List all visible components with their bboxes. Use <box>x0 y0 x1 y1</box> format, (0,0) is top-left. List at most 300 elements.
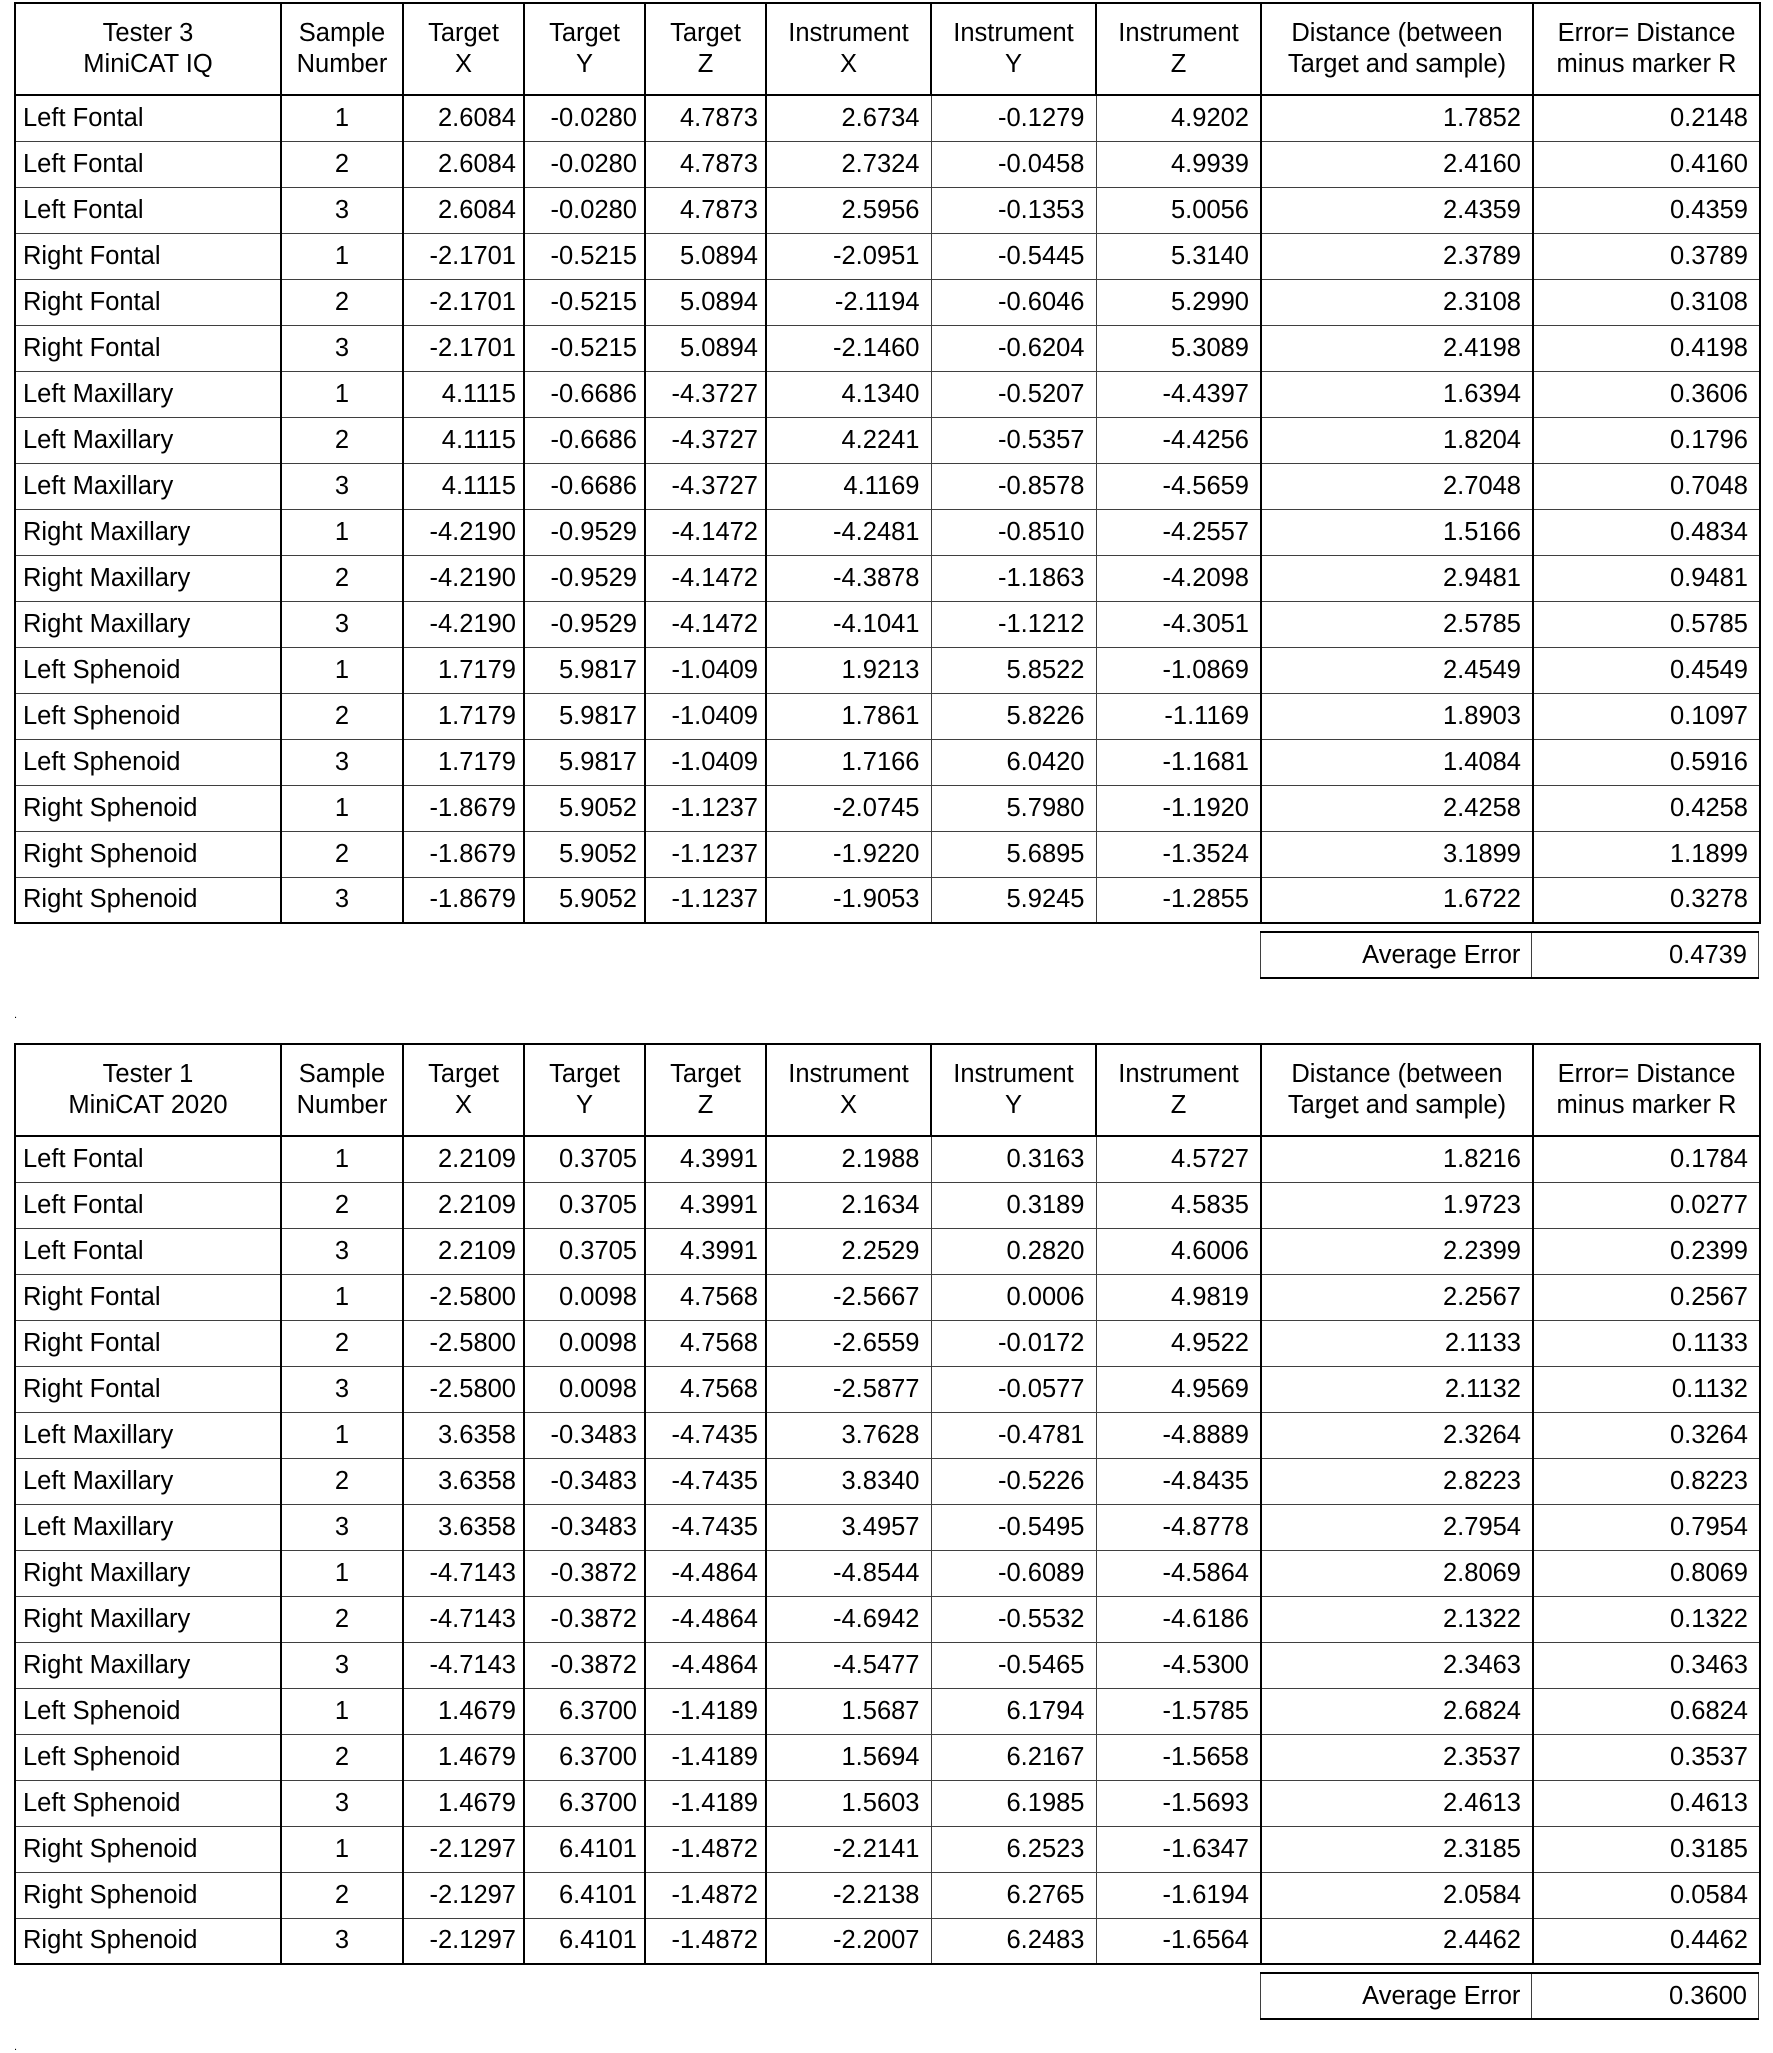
cell-err: 0.3278 <box>1533 877 1760 923</box>
cell-ix: -4.8544 <box>766 1550 931 1596</box>
cell-iz: 4.9939 <box>1096 141 1261 187</box>
cell-iz: -1.5785 <box>1096 1688 1261 1734</box>
cell-ix: -4.1041 <box>766 601 931 647</box>
cell-ix: 1.5603 <box>766 1780 931 1826</box>
average-error-row <box>1261 1973 1759 2019</box>
cell-iz: -4.8889 <box>1096 1412 1261 1458</box>
cell-ty: -0.0280 <box>524 187 645 233</box>
cell-ty: -0.5215 <box>524 279 645 325</box>
landmark-label-cell: Right Fontal <box>15 325 281 371</box>
cell-ty: 5.9817 <box>524 693 645 739</box>
cell-dist: 2.4198 <box>1261 325 1533 371</box>
cell-dist: 2.3108 <box>1261 279 1533 325</box>
average-error-table <box>1260 931 1759 979</box>
cell-ty: 6.4101 <box>524 1872 645 1918</box>
cell-sample: 1 <box>281 1688 403 1734</box>
cell-tz: 5.0894 <box>645 325 766 371</box>
cell-err: 0.4198 <box>1533 325 1760 371</box>
cell-dist: 2.4549 <box>1261 647 1533 693</box>
cell-sample: 2 <box>281 1596 403 1642</box>
cell-err: 0.4258 <box>1533 785 1760 831</box>
table-row <box>15 325 1760 371</box>
cell-sample: 1 <box>281 1274 403 1320</box>
cell-iz: 4.9819 <box>1096 1274 1261 1320</box>
cell-tx: 4.1115 <box>403 371 524 417</box>
cell-tx: -4.7143 <box>403 1550 524 1596</box>
cell-sample: 3 <box>281 1780 403 1826</box>
cell-tx: -1.8679 <box>403 831 524 877</box>
corner-header-line-1: Tester 3 <box>102 18 194 47</box>
cell-tx: 4.1115 <box>403 417 524 463</box>
column-header-line-1: Error= Distance <box>1557 1059 1736 1088</box>
column-header-line-2: Z <box>1170 1091 1187 1119</box>
cell-err: 0.8223 <box>1533 1458 1760 1504</box>
column-header-line-2: Z <box>1170 50 1187 78</box>
cell-ix: 1.7166 <box>766 739 931 785</box>
cell-iz: 4.5727 <box>1096 1136 1261 1182</box>
cell-ix: 2.7324 <box>766 141 931 187</box>
cell-ty: -0.5215 <box>524 325 645 371</box>
cell-tx: 4.1115 <box>403 463 524 509</box>
column-header-err <box>1533 3 1760 95</box>
column-header-line-2: Y <box>575 50 593 78</box>
landmark-label-cell: Left Maxillary <box>15 1504 281 1550</box>
average-error-value: 0.3600 <box>1532 1973 1759 2019</box>
cell-sample: 1 <box>281 1826 403 1872</box>
cell-sample: 1 <box>281 95 403 141</box>
cell-ty: 6.4101 <box>524 1826 645 1872</box>
landmark-label-cell: Left Fontal <box>15 95 281 141</box>
cell-err: 0.2148 <box>1533 95 1760 141</box>
cell-ty: 5.9817 <box>524 647 645 693</box>
cell-ix: -2.2007 <box>766 1918 931 1964</box>
cell-iy: -0.1279 <box>931 95 1096 141</box>
landmark-label-cell: Right Fontal <box>15 1320 281 1366</box>
table-row <box>15 1918 1760 1964</box>
landmark-label-cell: Right Sphenoid <box>15 1872 281 1918</box>
cell-tz: 4.3991 <box>645 1136 766 1182</box>
cell-sample: 1 <box>281 371 403 417</box>
landmark-label-cell: Left Maxillary <box>15 371 281 417</box>
cell-ty: -0.3483 <box>524 1412 645 1458</box>
cell-ix: -2.1194 <box>766 279 931 325</box>
column-header-line-2: Number <box>296 50 388 78</box>
cell-ty: 6.3700 <box>524 1688 645 1734</box>
cell-iz: -1.6347 <box>1096 1826 1261 1872</box>
cell-ty: 0.0098 <box>524 1366 645 1412</box>
cell-sample: 1 <box>281 1550 403 1596</box>
cell-ty: 6.4101 <box>524 1918 645 1964</box>
cell-iy: -0.5532 <box>931 1596 1096 1642</box>
cell-iy: 5.6895 <box>931 831 1096 877</box>
table-row <box>15 1228 1760 1274</box>
column-header-line-1: Instrument <box>1118 1059 1239 1088</box>
cell-dist: 1.6394 <box>1261 371 1533 417</box>
landmark-label-cell: Right Sphenoid <box>15 1826 281 1872</box>
cell-tz: -1.0409 <box>645 693 766 739</box>
cell-tz: 4.3991 <box>645 1182 766 1228</box>
cell-dist: 2.2567 <box>1261 1274 1533 1320</box>
cell-iy: -0.5207 <box>931 371 1096 417</box>
column-header-line-1: Sample <box>298 18 386 47</box>
cell-err: 0.3185 <box>1533 1826 1760 1872</box>
cell-ty: 0.0098 <box>524 1274 645 1320</box>
landmark-label-cell: Right Fontal <box>15 1366 281 1412</box>
cell-err: 0.1322 <box>1533 1596 1760 1642</box>
cell-tx: 2.6084 <box>403 141 524 187</box>
cell-tz: 4.7568 <box>645 1274 766 1320</box>
landmark-label-cell: Right Fontal <box>15 233 281 279</box>
table-corner-header <box>15 1044 281 1136</box>
cell-tx: 3.6358 <box>403 1458 524 1504</box>
column-header-line-2: Z <box>697 1091 714 1119</box>
column-header-line-2: Number <box>296 1091 388 1119</box>
cell-iy: -0.4781 <box>931 1412 1096 1458</box>
table-row <box>15 785 1760 831</box>
cell-tx: -4.7143 <box>403 1596 524 1642</box>
measurement-table <box>14 1043 1761 1965</box>
cell-iy: -0.6089 <box>931 1550 1096 1596</box>
cell-tz: -1.1237 <box>645 785 766 831</box>
table-row <box>15 1458 1760 1504</box>
cell-err: 0.1132 <box>1533 1366 1760 1412</box>
cell-tx: 2.6084 <box>403 187 524 233</box>
cell-tz: 4.7873 <box>645 141 766 187</box>
cell-err: 1.1899 <box>1533 831 1760 877</box>
landmark-label-cell: Right Sphenoid <box>15 831 281 877</box>
cell-iz: 4.6006 <box>1096 1228 1261 1274</box>
stray-dot-mark: . <box>14 2041 18 2053</box>
cell-ty: -0.0280 <box>524 141 645 187</box>
cell-ix: -2.5667 <box>766 1274 931 1320</box>
table-row <box>15 1366 1760 1412</box>
cell-err: 0.3264 <box>1533 1412 1760 1458</box>
cell-err: 0.4834 <box>1533 509 1760 555</box>
column-header-line-1: Sample <box>298 1059 386 1088</box>
cell-iy: 6.2483 <box>931 1918 1096 1964</box>
cell-iy: -0.6046 <box>931 279 1096 325</box>
table-header-row <box>15 3 1760 95</box>
cell-err: 0.3789 <box>1533 233 1760 279</box>
cell-ix: 1.5687 <box>766 1688 931 1734</box>
cell-ix: -2.0745 <box>766 785 931 831</box>
cell-tx: 2.2109 <box>403 1228 524 1274</box>
table-row <box>15 279 1760 325</box>
cell-ix: -1.9053 <box>766 877 931 923</box>
cell-iy: 5.8522 <box>931 647 1096 693</box>
cell-ty: -0.6686 <box>524 371 645 417</box>
cell-sample: 1 <box>281 509 403 555</box>
column-header-iz <box>1096 1044 1261 1136</box>
cell-dist: 2.3789 <box>1261 233 1533 279</box>
cell-iy: 0.0006 <box>931 1274 1096 1320</box>
cell-err: 0.2567 <box>1533 1274 1760 1320</box>
cell-dist: 2.3264 <box>1261 1412 1533 1458</box>
column-header-line-1: Instrument <box>788 18 909 47</box>
table-row <box>15 371 1760 417</box>
table-row <box>15 1826 1760 1872</box>
cell-tz: 4.3991 <box>645 1228 766 1274</box>
cell-ix: 3.4957 <box>766 1504 931 1550</box>
cell-tx: 2.2109 <box>403 1182 524 1228</box>
cell-ix: -2.6559 <box>766 1320 931 1366</box>
cell-iy: -0.0172 <box>931 1320 1096 1366</box>
cell-iy: -0.8578 <box>931 463 1096 509</box>
cell-ix: 1.5694 <box>766 1734 931 1780</box>
column-header-tz <box>645 3 766 95</box>
cell-ty: -0.9529 <box>524 509 645 555</box>
landmark-label-cell: Left Fontal <box>15 1228 281 1274</box>
cell-sample: 2 <box>281 1182 403 1228</box>
cell-iz: -1.6194 <box>1096 1872 1261 1918</box>
cell-iy: 0.2820 <box>931 1228 1096 1274</box>
landmark-label-cell: Left Fontal <box>15 187 281 233</box>
cell-tx: 1.4679 <box>403 1780 524 1826</box>
cell-iy: 6.1794 <box>931 1688 1096 1734</box>
cell-ix: 2.2529 <box>766 1228 931 1274</box>
cell-sample: 2 <box>281 693 403 739</box>
cell-sample: 2 <box>281 1872 403 1918</box>
cell-sample: 2 <box>281 417 403 463</box>
cell-sample: 3 <box>281 1366 403 1412</box>
column-header-line-2: Y <box>1004 1091 1022 1119</box>
cell-iz: 5.3140 <box>1096 233 1261 279</box>
cell-iy: -0.0577 <box>931 1366 1096 1412</box>
cell-iz: 4.9202 <box>1096 95 1261 141</box>
cell-err: 0.0277 <box>1533 1182 1760 1228</box>
cell-sample: 2 <box>281 831 403 877</box>
cell-tz: -1.4189 <box>645 1780 766 1826</box>
column-header-line-1: Target <box>549 1059 620 1088</box>
cell-err: 0.4160 <box>1533 141 1760 187</box>
column-header-sample <box>281 1044 403 1136</box>
cell-iy: 6.2523 <box>931 1826 1096 1872</box>
cell-iz: -1.1920 <box>1096 785 1261 831</box>
landmark-label-cell: Left Maxillary <box>15 463 281 509</box>
average-error-label: Average Error <box>1261 1973 1532 2019</box>
column-header-ty <box>524 3 645 95</box>
cell-tx: -2.5800 <box>403 1274 524 1320</box>
cell-tx: -4.2190 <box>403 509 524 555</box>
cell-tz: -4.4864 <box>645 1550 766 1596</box>
cell-tx: -1.8679 <box>403 785 524 831</box>
cell-sample: 3 <box>281 877 403 923</box>
column-header-line-2: Y <box>575 1091 593 1119</box>
cell-iy: -0.1353 <box>931 187 1096 233</box>
cell-iy: -0.5226 <box>931 1458 1096 1504</box>
cell-dist: 2.4258 <box>1261 785 1533 831</box>
cell-sample: 3 <box>281 187 403 233</box>
table-row <box>15 739 1760 785</box>
cell-ix: 1.7861 <box>766 693 931 739</box>
landmark-label-cell: Right Maxillary <box>15 601 281 647</box>
column-header-line-2: Target and sample) <box>1287 50 1507 78</box>
cell-sample: 1 <box>281 1412 403 1458</box>
cell-tx: -1.8679 <box>403 877 524 923</box>
cell-iz: -4.8435 <box>1096 1458 1261 1504</box>
cell-dist: 2.5785 <box>1261 601 1533 647</box>
cell-sample: 2 <box>281 141 403 187</box>
column-header-line-2: Y <box>1004 50 1022 78</box>
cell-ty: 0.3705 <box>524 1182 645 1228</box>
cell-iz: 4.9569 <box>1096 1366 1261 1412</box>
landmark-label-cell: Left Maxillary <box>15 1412 281 1458</box>
cell-iz: -4.2557 <box>1096 509 1261 555</box>
cell-tz: -1.0409 <box>645 739 766 785</box>
cell-ix: 2.1988 <box>766 1136 931 1182</box>
cell-iz: -1.1169 <box>1096 693 1261 739</box>
cell-sample: 2 <box>281 279 403 325</box>
cell-dist: 2.0584 <box>1261 1872 1533 1918</box>
cell-iy: -0.5357 <box>931 417 1096 463</box>
cell-tz: -1.1237 <box>645 831 766 877</box>
cell-err: 0.3537 <box>1533 1734 1760 1780</box>
cell-dist: 2.4462 <box>1261 1918 1533 1964</box>
cell-ty: 0.3705 <box>524 1136 645 1182</box>
cell-ty: -0.9529 <box>524 601 645 647</box>
cell-ty: -0.0280 <box>524 95 645 141</box>
landmark-label-cell: Left Fontal <box>15 1136 281 1182</box>
cell-sample: 2 <box>281 1458 403 1504</box>
landmark-label-cell: Right Maxillary <box>15 555 281 601</box>
cell-ty: -0.6686 <box>524 463 645 509</box>
landmark-label-cell: Right Maxillary <box>15 1596 281 1642</box>
cell-tz: -1.4189 <box>645 1734 766 1780</box>
cell-ty: 0.3705 <box>524 1228 645 1274</box>
cell-err: 0.4549 <box>1533 647 1760 693</box>
column-header-line-2: X <box>454 50 472 78</box>
cell-sample: 3 <box>281 1642 403 1688</box>
cell-err: 0.1097 <box>1533 693 1760 739</box>
column-header-line-1: Distance (between <box>1291 18 1503 47</box>
landmark-label-cell: Left Sphenoid <box>15 1780 281 1826</box>
cell-iz: 4.5835 <box>1096 1182 1261 1228</box>
cell-err: 0.7048 <box>1533 463 1760 509</box>
cell-ty: 0.0098 <box>524 1320 645 1366</box>
cell-ix: -1.9220 <box>766 831 931 877</box>
column-header-line-2: X <box>839 1091 857 1119</box>
cell-ix: 4.1340 <box>766 371 931 417</box>
table-row <box>15 693 1760 739</box>
cell-ix: 3.7628 <box>766 1412 931 1458</box>
results-table-tester-3 <box>14 2 1759 979</box>
landmark-label-cell: Left Sphenoid <box>15 1734 281 1780</box>
table-row <box>15 877 1760 923</box>
table-row <box>15 831 1760 877</box>
cell-dist: 1.9723 <box>1261 1182 1533 1228</box>
column-header-ix <box>766 1044 931 1136</box>
cell-tx: -2.5800 <box>403 1366 524 1412</box>
cell-ty: 5.9052 <box>524 877 645 923</box>
cell-sample: 1 <box>281 1136 403 1182</box>
cell-tz: 4.7568 <box>645 1320 766 1366</box>
table-row <box>15 1688 1760 1734</box>
landmark-label-cell: Right Maxillary <box>15 509 281 555</box>
cell-sample: 1 <box>281 785 403 831</box>
cell-tz: 5.0894 <box>645 279 766 325</box>
corner-header-line-2: MiniCAT IQ <box>83 50 213 78</box>
column-header-line-2: Z <box>697 50 714 78</box>
landmark-label-cell: Left Maxillary <box>15 1458 281 1504</box>
table-row <box>15 417 1760 463</box>
cell-iy: -0.6204 <box>931 325 1096 371</box>
cell-tz: -4.1472 <box>645 509 766 555</box>
column-header-iy <box>931 3 1096 95</box>
table-row <box>15 233 1760 279</box>
cell-tz: -4.3727 <box>645 463 766 509</box>
cell-tx: 2.2109 <box>403 1136 524 1182</box>
cell-sample: 3 <box>281 739 403 785</box>
cell-ty: 5.9817 <box>524 739 645 785</box>
cell-ix: -4.6942 <box>766 1596 931 1642</box>
cell-iz: -1.5658 <box>1096 1734 1261 1780</box>
cell-iz: 5.0056 <box>1096 187 1261 233</box>
cell-dist: 2.9481 <box>1261 555 1533 601</box>
landmark-label-cell: Right Maxillary <box>15 1550 281 1596</box>
cell-iz: -4.6186 <box>1096 1596 1261 1642</box>
cell-err: 0.4462 <box>1533 1918 1760 1964</box>
cell-sample: 3 <box>281 1918 403 1964</box>
cell-dist: 2.8069 <box>1261 1550 1533 1596</box>
cell-iz: -1.2855 <box>1096 877 1261 923</box>
cell-ty: -0.3483 <box>524 1504 645 1550</box>
cell-ix: 2.1634 <box>766 1182 931 1228</box>
cell-err: 0.1133 <box>1533 1320 1760 1366</box>
cell-sample: 3 <box>281 325 403 371</box>
landmark-label-cell: Right Sphenoid <box>15 1918 281 1964</box>
cell-ix: -2.2138 <box>766 1872 931 1918</box>
cell-tz: -4.3727 <box>645 417 766 463</box>
column-header-line-1: Target <box>670 1059 741 1088</box>
cell-dist: 1.4084 <box>1261 739 1533 785</box>
landmark-label-cell: Left Fontal <box>15 1182 281 1228</box>
cell-tz: -1.4872 <box>645 1918 766 1964</box>
column-header-tx <box>403 1044 524 1136</box>
cell-iy: 5.8226 <box>931 693 1096 739</box>
cell-iz: 5.2990 <box>1096 279 1261 325</box>
column-header-ty <box>524 1044 645 1136</box>
landmark-label-cell: Right Fontal <box>15 1274 281 1320</box>
column-header-line-1: Error= Distance <box>1557 18 1736 47</box>
column-header-err <box>1533 1044 1760 1136</box>
cell-ty: -0.3483 <box>524 1458 645 1504</box>
cell-sample: 3 <box>281 463 403 509</box>
cell-err: 0.4613 <box>1533 1780 1760 1826</box>
table-row <box>15 1182 1760 1228</box>
cell-ix: -4.2481 <box>766 509 931 555</box>
cell-dist: 2.7048 <box>1261 463 1533 509</box>
cell-iz: -4.5300 <box>1096 1642 1261 1688</box>
column-header-line-2: minus marker R <box>1556 1091 1737 1119</box>
column-header-line-1: Instrument <box>953 18 1074 47</box>
cell-sample: 2 <box>281 1320 403 1366</box>
table-row <box>15 1642 1760 1688</box>
cell-dist: 2.3185 <box>1261 1826 1533 1872</box>
corner-header-line-2: MiniCAT 2020 <box>68 1091 228 1119</box>
table-row <box>15 601 1760 647</box>
cell-tx: -2.1701 <box>403 279 524 325</box>
cell-dist: 2.4613 <box>1261 1780 1533 1826</box>
cell-dist: 1.7852 <box>1261 95 1533 141</box>
cell-iy: 6.2765 <box>931 1872 1096 1918</box>
cell-iz: -1.0869 <box>1096 647 1261 693</box>
table-corner-header <box>15 3 281 95</box>
cell-err: 0.5785 <box>1533 601 1760 647</box>
cell-tx: 2.6084 <box>403 95 524 141</box>
cell-dist: 1.8903 <box>1261 693 1533 739</box>
table-row <box>15 1550 1760 1596</box>
landmark-label-cell: Left Fontal <box>15 141 281 187</box>
